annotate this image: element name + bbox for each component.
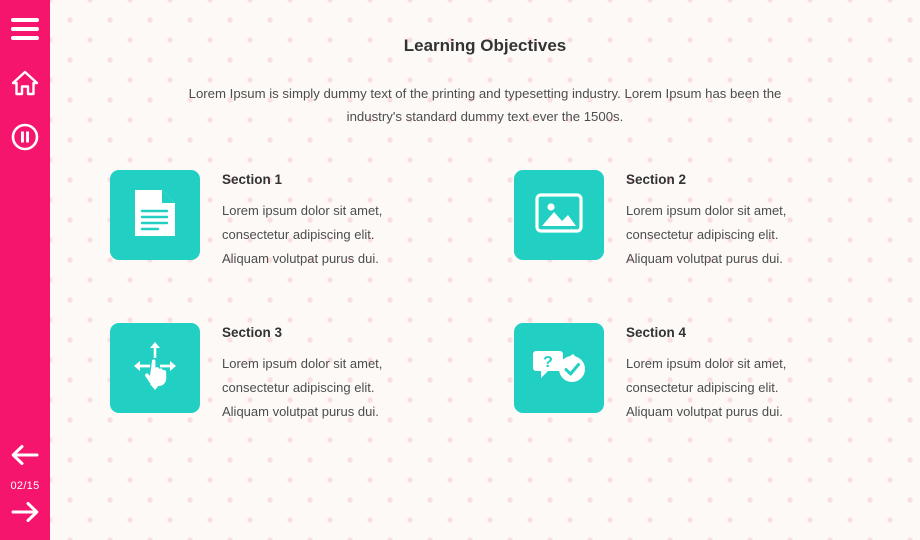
section-icon-tile [110,323,200,413]
arrow-left-icon [10,443,40,472]
section-body: Lorem ipsum dolor sit amet, consectetur adipiscing elit. Aliquam volutpat purus dui. [222,203,383,266]
section-icon-tile [514,170,604,260]
section-text [200,170,422,271]
home-button[interactable] [0,56,50,110]
section-title: Section 4 [626,325,687,340]
menu-button[interactable] [0,2,50,56]
section-card[interactable] [110,323,456,424]
section-card[interactable] [110,170,456,271]
section-text [200,323,422,424]
section-title: Section 2 [626,172,687,187]
previous-slide-button[interactable] [0,437,50,477]
hamburger-menu-icon [11,18,39,40]
section-icon-tile [110,170,200,260]
image-picture-icon [534,191,584,240]
page-indicator: 02/15 [10,480,40,492]
sidebar-pager [0,437,50,534]
section-icon-tile [514,323,604,413]
slide-canvas [50,0,920,540]
svg-text:?: ? [543,353,553,371]
home-icon [11,69,39,97]
pause-icon [11,123,39,151]
intro-paragraph: Lorem Ipsum is simply dummy text of the printing and typesetting industry. Lorem Ipsum has been the industry's standard dummy text ever the 1500s. [188,86,782,124]
section-card[interactable] [514,323,860,424]
section-text [604,170,826,271]
section-body: Lorem ipsum dolor sit amet, consectetur adipiscing elit. Aliquam volutpat purus dui. [626,356,787,419]
section-title: Section 3 [222,325,283,340]
section-card[interactable] [514,170,860,271]
drag-hand-icon [132,340,178,397]
pause-button[interactable] [0,110,50,164]
arrow-right-icon [10,500,40,529]
section-text [604,323,826,424]
document-icon [131,187,179,244]
page-title: Learning Objectives [403,36,567,55]
section-title: Section 1 [222,172,283,187]
next-slide-button[interactable] [0,494,50,534]
section-body: Lorem ipsum dolor sit amet, consectetur adipiscing elit. Aliquam volutpat purus dui. [222,356,383,419]
section-body: Lorem ipsum dolor sit amet, consectetur adipiscing elit. Aliquam volutpat purus dui. [626,203,787,266]
question-check-bubbles-icon [532,347,586,390]
navigation-sidebar [0,0,50,540]
sections-grid [110,170,860,424]
